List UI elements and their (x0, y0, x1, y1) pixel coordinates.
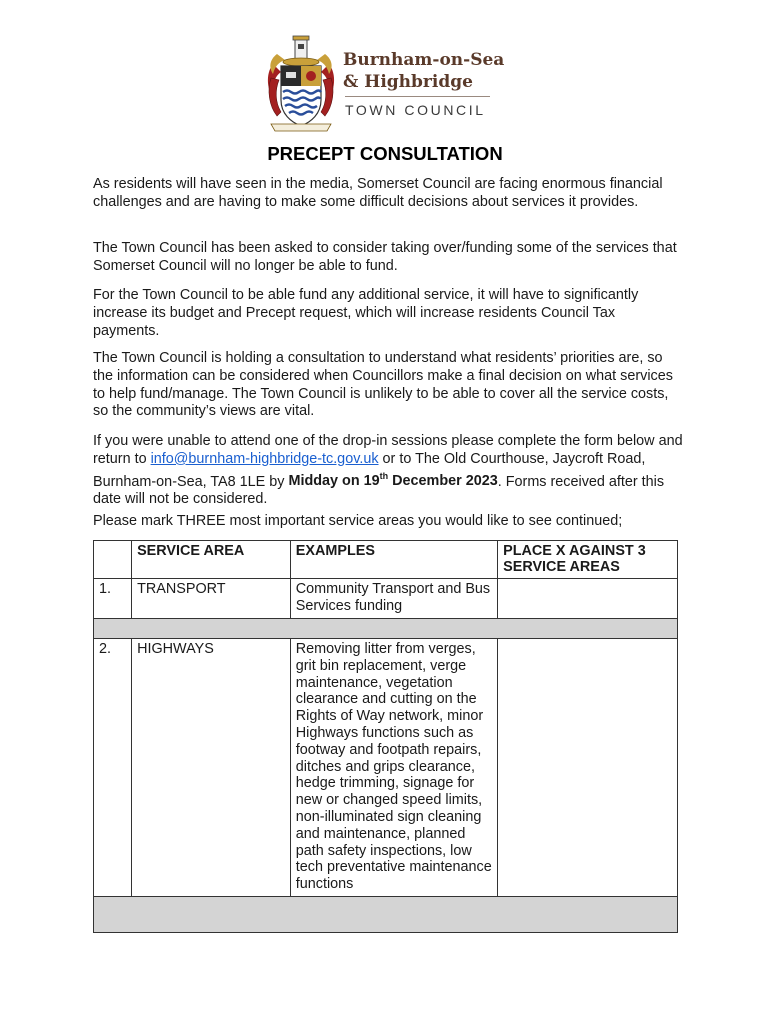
table-header-row (94, 541, 678, 579)
row-number: 1. (94, 579, 132, 619)
place-x-cell-transport[interactable] (498, 579, 678, 619)
header-number-cell (94, 541, 132, 579)
row-service-area: TRANSPORT (132, 579, 291, 619)
town-council-crest-icon (265, 34, 337, 132)
header-service-area: SERVICE AREA (132, 541, 291, 579)
return-text-after: . Forms received after this date will not be considered. (93, 473, 665, 508)
row-examples: Community Transport and Bus Services funding (290, 579, 497, 619)
marking-instructions: Please mark THREE most important service areas you would like to see continued; (93, 513, 623, 529)
table-row (94, 579, 678, 619)
return-text-before: If you were unable to attend one of the drop-in sessions please complete the form below and return to (93, 433, 683, 467)
return-text-address: or to The Old Courthouse, Jaycroft Road, Burnham-on-Sea, TA8 1LE by (93, 450, 646, 490)
services-paragraph: The Town Council has been asked to consider taking over/funding some of the services that Somerset Council will no longer be able to fund. (93, 240, 677, 274)
deadline-superscript: th (379, 471, 389, 482)
consultation-paragraph: The Town Council is holding a consultation to understand what residents’ priorities are, so the information can be considered when Councillors make a final decision on what services to help fund/manage. The Town Council is unlikely to be able to cover all the service costs, so the community’s views are vital. (93, 350, 673, 420)
budget-paragraph: For the Town Council to be able fund any additional service, it will have to significantly increase its budget and Precept request, which will increase residents Council Tax payments. (93, 287, 639, 339)
header-place-x: PLACE X AGAINST 3 SERVICE AREAS (498, 541, 678, 579)
table-separator-row (94, 619, 678, 639)
email-link[interactable]: info@burnham-highbridge-tc.gov.uk (150, 450, 379, 467)
org-divider (345, 96, 490, 97)
council-header (265, 34, 505, 134)
org-name-line1: Burnham-on-Sea (343, 50, 505, 70)
separator-cell (94, 896, 678, 932)
deadline-text (288, 473, 497, 489)
row-number: 2. (94, 639, 132, 897)
deadline-part-a: Midday on 19 (288, 473, 380, 490)
table-row (94, 639, 678, 897)
page-title: PRECEPT CONSULTATION (267, 143, 503, 164)
table-separator-row (94, 896, 678, 932)
row-examples: Removing litter from verges, grit bin replacement, verge maintenance, vegetation clearance and cutting on the Rights of Way network, minor Highways functions such as footway and footpath repairs, ditches and grips clearance, hedge trimming, signage for new or changed speed limits, non-illuminated sign cleaning and maintenance, planned path safety inspections, low tech preventative maintenance functions (290, 639, 497, 897)
org-name-line2: & Highbridge (343, 72, 473, 92)
row-service-area: HIGHWAYS (132, 639, 291, 897)
separator-cell (94, 619, 678, 639)
place-x-cell-highways[interactable] (498, 639, 678, 897)
org-name-line3: TOWN COUNCIL (345, 102, 486, 118)
service-areas-table (93, 540, 678, 933)
deadline-part-b: December 2023 (388, 473, 498, 490)
return-instructions-paragraph (93, 433, 683, 509)
intro-paragraph: As residents will have seen in the media, Somerset Council are facing enormous financial challenges and are having to make some difficult decisions about services it provides. (93, 176, 663, 210)
header-examples: EXAMPLES (290, 541, 497, 579)
